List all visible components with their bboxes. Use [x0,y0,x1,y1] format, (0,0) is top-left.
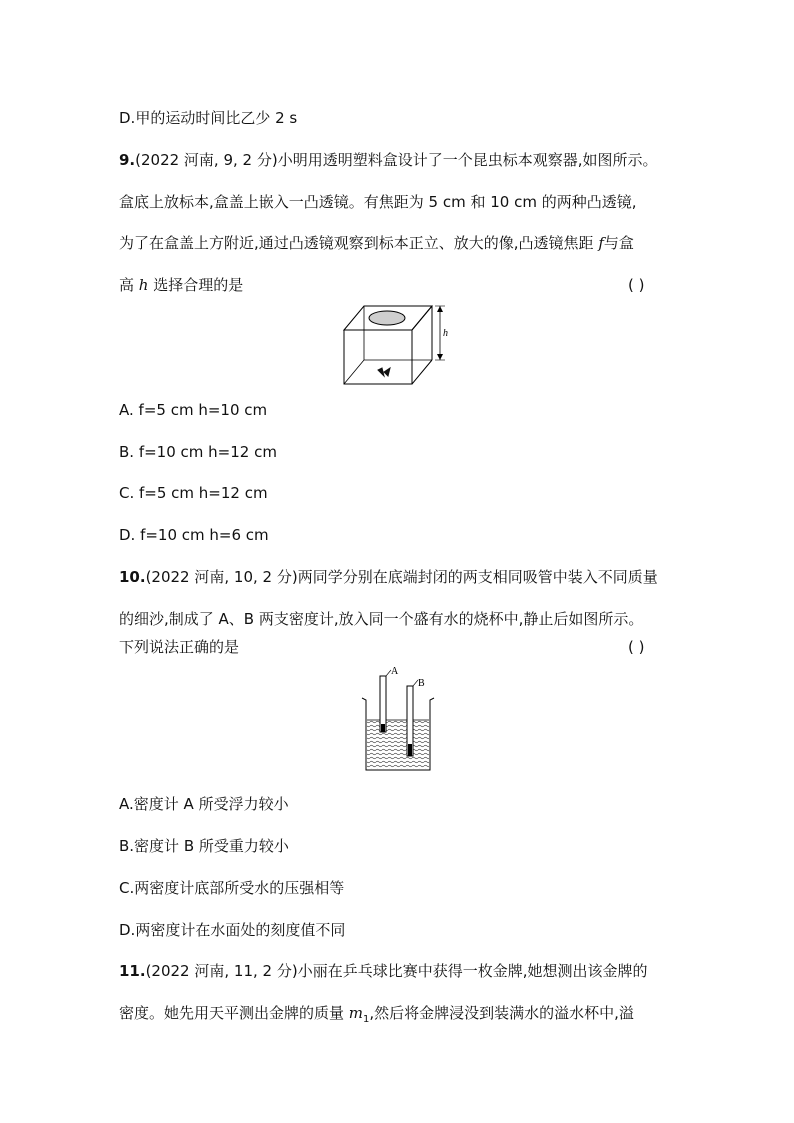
q9-line-3-tail: 与盒 [603,234,634,252]
q10-line-2: 的细沙,制成了 A、B 两支密度计,放入同一个盛有水的烧杯中,静止后如图所示。 [119,610,644,628]
q10-number: 10. [119,568,146,586]
q9-line-4 [119,275,243,295]
q9-line-1 [119,150,658,170]
var-m-subscript: 1 [363,1014,370,1025]
beaker-figure [358,664,438,776]
var-h: h [138,276,149,294]
q10-option-a: A.密度计 A 所受浮力较小 [119,795,289,813]
q9-line-2: 盒底上放标本,盒盖上嵌入一凸透镜。有焦距为 5 cm 和 10 cm 的两种凸透镜, [119,193,637,211]
densimeter-b-label: B [418,678,425,689]
q11-line-1-text: (2022 河南, 11, 2 分)小丽在乒乓球比赛中获得一枚金牌,她想测出该金牌的 [145,962,648,980]
q11-number: 11. [119,962,146,980]
q11-line-1 [119,961,647,981]
q10-line-3: 下列说法正确的是 [119,638,240,656]
q9-number: 9. [119,151,136,169]
q9-option-a: A. f=5 cm h=10 cm [119,401,268,419]
q9-answer-paren: ( ) [628,276,645,294]
densimeter-a-label: A [391,666,399,677]
q9-option-b: B. f=10 cm h=12 cm [119,443,277,461]
q8-option-d: D.甲的运动时间比乙少 2 s [119,109,298,127]
q9-line-4-tail: 选择合理的是 [148,276,244,294]
var-f: f [598,234,604,252]
q10-answer-paren: ( ) [628,638,645,656]
q10-option-d: D.两密度计在水面处的刻度值不同 [119,921,346,939]
q9-option-d: D. f=10 cm h=6 cm [119,526,269,544]
q10-line-1-text: (2022 河南, 10, 2 分)两同学分别在底端封闭的两支相同吸管中装入不同质量 [145,568,658,586]
q11-line-2 [119,1003,634,1030]
q9-line-3-text: 为了在盒盖上方附近,通过凸透镜观察到标本正立、放大的像,凸透镜焦距 [119,234,599,252]
q10-option-b: B.密度计 B 所受重力较小 [119,837,289,855]
q11-line-2-tail: ,然后将金牌浸没到装满水的溢水杯中,溢 [369,1004,634,1022]
box-height-label: h [443,328,448,339]
q11-line-2-head: 密度。她先用天平测出金牌的质量 [119,1004,349,1022]
q9-line-4-head: 高 [119,276,139,294]
insect-box-figure [340,300,460,388]
q10-option-c: C.两密度计底部所受水的压强相等 [119,879,345,897]
q10-line-1 [119,567,658,587]
q9-line-1-text: (2022 河南, 9, 2 分)小明用透明塑料盒设计了一个昆虫标本观察器,如图所示。 [135,151,658,169]
q9-line-3 [119,233,634,253]
var-m: m [348,1004,364,1022]
q9-option-c: C. f=5 cm h=12 cm [119,484,268,502]
